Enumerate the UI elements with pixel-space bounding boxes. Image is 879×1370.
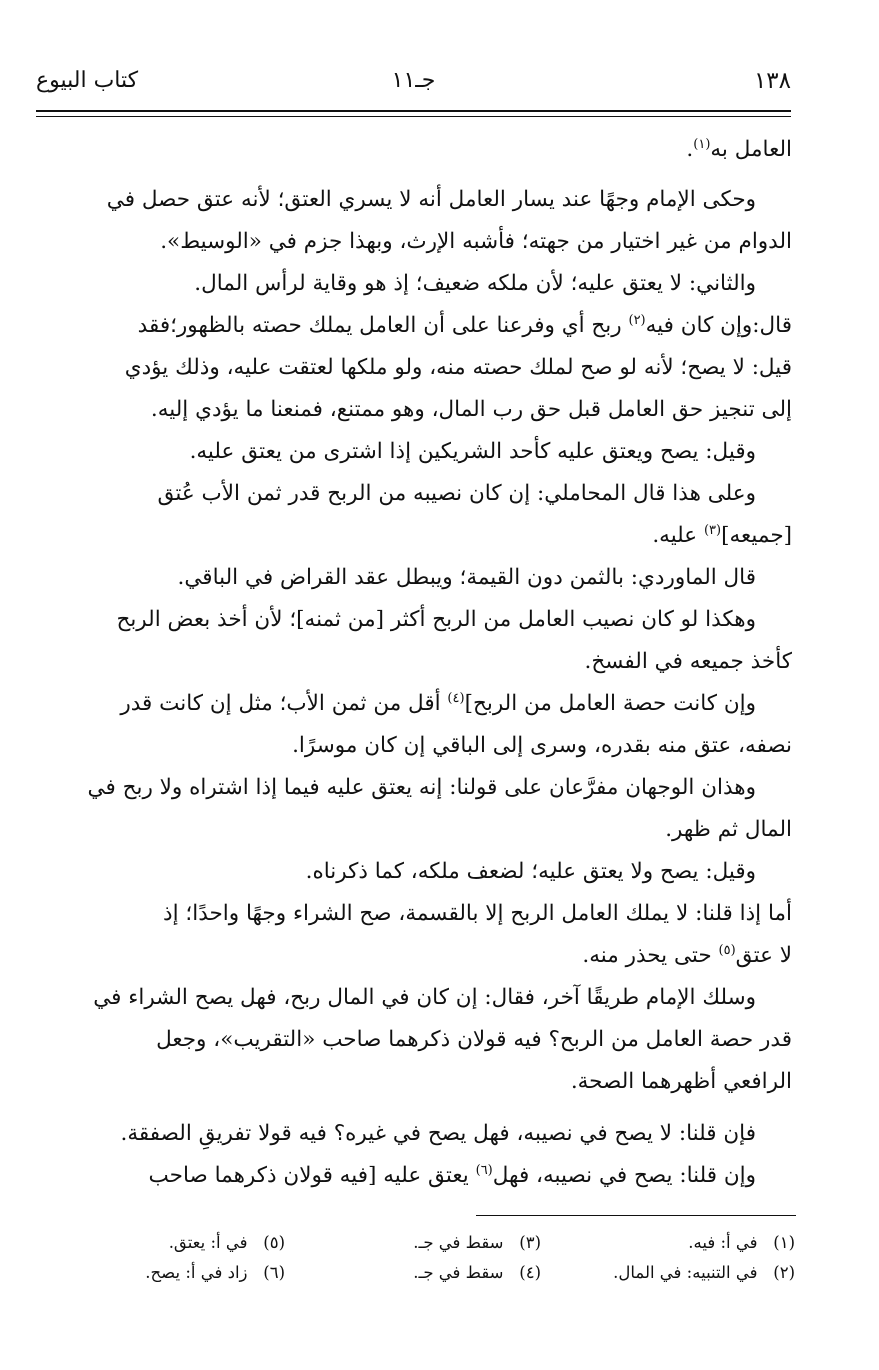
text-line: لا عتق$^{(٥)}$ حتى يحذر منه. — [582, 942, 792, 968]
text-line: المال ثم ظهر. — [665, 817, 792, 842]
footnote-ref: (١) — [693, 136, 711, 152]
text-line: وهذان الوجهان مفرَّعان على قولنا: إنه يعتق عليه فيما إذا اشتراه ولا ربح في — [87, 775, 756, 800]
footnote-3: (٣) سقط في جـ. — [413, 1233, 541, 1252]
text-line: وقيل: يصح ويعتق عليه كأحد الشريكين إذا اشترى من يعتق عليه. — [189, 439, 756, 464]
text-line: وعلى هذا قال المحاملي: إن كان نصيبه من الربح قدر ثمن الأب عُتق — [157, 481, 756, 506]
text-line: وسلك الإمام طريقًا آخر، فقال: إن كان في المال ربح، فهل يصح الشراء في — [93, 985, 756, 1010]
text-line: نصفه، عتق منه بقدره، وسرى إلى الباقي إن كان موسرًا. — [292, 733, 792, 758]
text-line: قال الماوردي: بالثمن دون القيمة؛ ويبطل عقد القراض في الباقي. — [177, 565, 756, 590]
footnote-ref: (٦) — [475, 1162, 493, 1178]
header-rule-thick — [36, 110, 791, 112]
header-rule-thin — [36, 116, 791, 117]
text-line: الدوام من غير اختيار من جهته؛ فأشبه الإرث، وبهذا جزم في «الوسيط». — [160, 229, 792, 254]
text-line: وإن كانت حصة العامل من الربح]$^{(٤)}$ أقل من ثمن الأب؛ مثل إن كانت قدر — [120, 690, 756, 716]
footnote-ref: (٤) — [447, 690, 465, 706]
footnote-5: (٥) في أ: يعتق. — [168, 1233, 285, 1252]
page-number: ١٣٨ — [753, 68, 791, 94]
text-line: وإن قلنا: يصح في نصيبه، فهل$^{(٦)}$ يعتق عليه [فيه قولان ذكرهما صاحب — [148, 1162, 756, 1188]
page-header — [36, 64, 791, 104]
text-line: قيل: لا يصح؛ لأنه لو صح لملك حصته منه، ولو ملكها لعتقت عليه، وذلك يؤدي — [124, 355, 792, 380]
text-line: قدر حصة العامل من الربح؟ فيه قولان ذكرهما صاحب «التقريب»، وجعل — [156, 1027, 792, 1052]
text-line: فإن قلنا: لا يصح في نصيبه، فهل يصح في غيره؟ فيه قولا تفريقِ الصفقة. — [120, 1121, 756, 1146]
footnote-ref: (٥) — [718, 942, 736, 958]
footnote-4: (٤) سقط في جـ. — [413, 1263, 541, 1282]
footnote-2: (٢) في التنبيه: في المال. — [613, 1263, 795, 1282]
volume-label: جـ١١ — [391, 68, 436, 93]
footnote-ref: (٢) — [628, 312, 646, 328]
text-line: الرافعي أظهرهما الصحة. — [570, 1069, 792, 1094]
text-line: وحكى الإمام وجهًا عند يسار العامل أنه لا يسري العتق؛ لأنه عتق حصل في — [106, 187, 756, 212]
text-line: أما إذا قلنا: لا يملك العامل الربح إلا بالقسمة، صح الشراء وجهًا واحدًا؛ إذ — [163, 901, 792, 926]
footnote-ref: (٣) — [703, 522, 722, 538]
footnote-1: (١) في أ: فيه. — [688, 1233, 795, 1252]
text-line: العامل به$^{(١)}$. — [686, 136, 792, 162]
footnote-separator — [476, 1215, 796, 1216]
book-title: كتاب البيوع — [36, 68, 139, 93]
text-line: إلى تنجيز حق العامل قبل حق رب المال، وهو ممتنع، فمنعنا ما يؤدي إليه. — [150, 397, 792, 422]
text-line: وقيل: يصح ولا يعتق عليه؛ لضعف ملكه، كما ذكرناه. — [305, 859, 756, 884]
text-line: وهكذا لو كان نصيب العامل من الربح أكثر [من ثمنه]؛ لأن أخذ بعض الربح — [116, 607, 756, 632]
text-line: قال:وإن كان فيه$^{(٢)}$ ربح أي وفرعنا على أن العامل يملك حصته بالظهور؛فقد — [137, 312, 792, 338]
text-line: والثاني: لا يعتق عليه؛ لأن ملكه ضعيف؛ إذ هو وقاية لرأس المال. — [194, 271, 756, 296]
footnote-6: (٦) زاد في أ: يصح. — [145, 1263, 285, 1282]
text-line: كأخذ جميعه في الفسخ. — [584, 649, 792, 674]
text-line: [جميعه]$^{(٣)}$ عليه. — [652, 522, 792, 548]
